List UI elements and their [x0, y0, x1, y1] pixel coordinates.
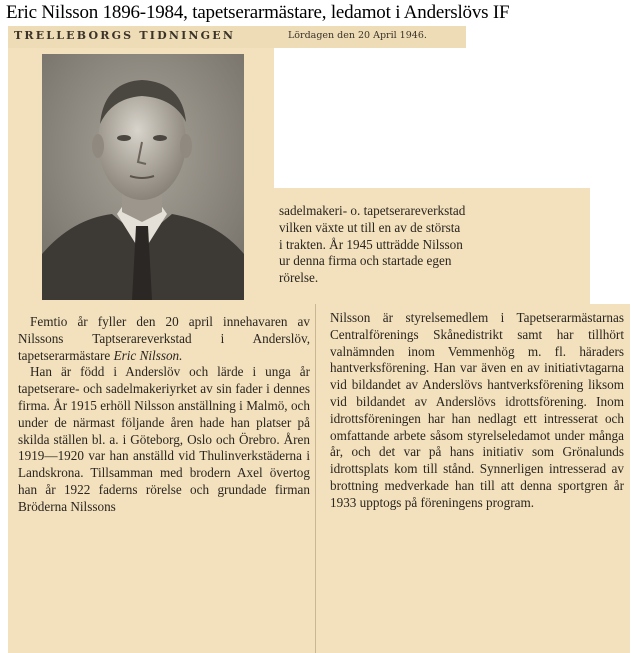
article-paragraph: Nilsson är styrelsemedlem i Tapetserarmästarnas Centralförenings Skånedistrikt samt har tillhört valnämnden inom Vemmenhög m. fl. häraders hantverksförening. Han var även en av initiativtagarna vid bildandet av Anderslövs hantverksförening liksom vid bildandet av Anderslövs idrottsförening. Inom idrottsföreningen har han nedlagt ett intresserat och omfattande arbete såsom styrelseledamot under många år, och det var på hans initiativ som Grönalunds idrottsplats kom till stånd. Synnerligen intresserad av brottning medverkade han till att denna sportgren år 1933 upptogs på föreningens program.: [330, 310, 624, 510]
paragraph-text: Femtio år fyller den 20 april innehavaren av Nilssons Taptserareverkstad i Anderslöv, tapetserarmästare: [18, 314, 310, 363]
article-left-column: [8, 304, 315, 653]
publication-date: Lördagen den 20 April 1946.: [288, 30, 427, 41]
article-paragraph: Han är född i Anderslöv och lärde i unga år tapetserare- och sadelmakeriyrket av sin fader i dennes firma. År 1915 erhöll Nilsson anställning i Malmö, och under de närmast följande åren hade han platser på skilda ställen bl. a. i Göteborg, Oslo och Örebro. Åren 1919—1920 var han anställd vid Thulinverkstäderna i Landskrona. Tillsamman med brodern Axel övertog han år 1922 faderns rörelse och grundade firman Bröderna Nilssons: [18, 364, 310, 514]
person-name: Eric Nilsson.: [113, 347, 183, 363]
page-title: Eric Nilsson 1896-1984, tapetserarmästare, ledamot i Anderslövs IF: [6, 2, 510, 23]
right-column-text: [330, 310, 624, 512]
article-continuation-top: [274, 203, 590, 305]
article-right-column: [315, 304, 630, 653]
portrait-photo: [42, 54, 244, 300]
left-column-text: [18, 314, 310, 516]
continuation-line: ur denna firma och startade egen: [279, 253, 452, 269]
article-paragraph: [18, 314, 310, 364]
continuation-line: sadelmakeri- o. tapetserareverkstad: [279, 203, 466, 218]
portrait-illustration: [42, 54, 244, 300]
newspaper-name: TRELLEBORGS TIDNINGEN: [14, 29, 236, 42]
continuation-line: i trakten. År 1945 utträdde Nilsson: [279, 236, 463, 252]
continuation-text: [279, 203, 583, 287]
continuation-line: rörelse.: [279, 270, 319, 286]
newspaper-masthead: [8, 26, 466, 48]
clipping-top-edge: [274, 188, 590, 204]
photo-clipping: [8, 48, 274, 304]
continuation-line: vilken växte ut till en av de största: [279, 219, 461, 235]
